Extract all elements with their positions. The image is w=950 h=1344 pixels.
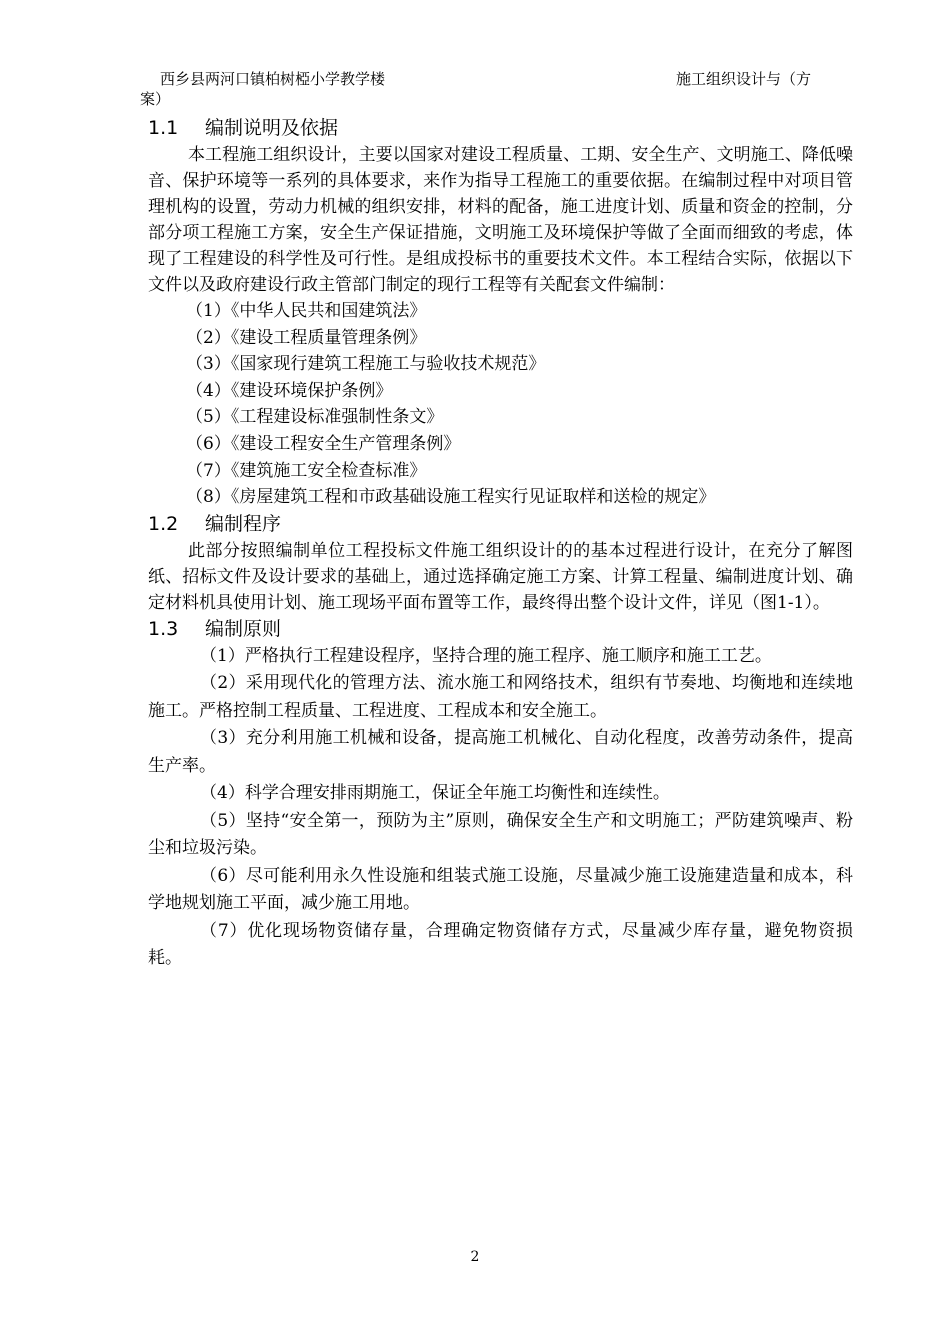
section-title: 编制程序 bbox=[205, 512, 282, 535]
header-document-title: 施工组织设计与（方 bbox=[676, 70, 812, 88]
principle-list bbox=[148, 643, 853, 973]
header-document-title-wrap: 案） bbox=[140, 90, 171, 108]
header-project-name: 西乡县两河口镇柏树椏小学教学楼 bbox=[160, 70, 386, 88]
section-heading-1-1 bbox=[148, 115, 853, 142]
principle-item: （3）充分利用施工机械和设备，提高施工机械化、自动化程度，改善劳动条件，提高生产率。 bbox=[148, 728, 853, 776]
reference-item: （2）《建设工程质量管理条例》 bbox=[186, 327, 427, 348]
reference-item: （6）《建设工程安全生产管理条例》 bbox=[186, 433, 461, 454]
principle-item: （2）采用现代化的管理方法、流水施工和网络技术，组织有节奏地、均衡地和连续地施工。严格控制工程质量、工程进度、工程成本和安全施工。 bbox=[148, 673, 853, 721]
section-1-1-paragraph: 本工程施工组织设计，主要以国家对建设工程质量、工期、安全生产、文明施工、降低噪音、保护环境等一系列的具体要求，来作为指导工程施工的重要依据。在编制过程中对项目管理机构的设置，劳动力机械的组织安排，材料的配备，施工进度计划、质量和资金的控制，分部分项工程施工方案，安全生产保证措施，文明施工及环境保护等做了全面而细致的考虑，体现了工程建设的科学性及可行性。是组成投标书的重要技术文件。本工程结合实际，依据以下文件以及政府建设行政主管部门制定的现行工程等有关配套文件编制： bbox=[148, 145, 853, 295]
page-number: 2 bbox=[470, 1249, 480, 1265]
principle-item: （5）坚持“安全第一，预防为主”原则，确保安全生产和文明施工；严防建筑噪声、粉尘和垃圾污染。 bbox=[148, 810, 853, 859]
section-number: 1.2 bbox=[148, 512, 179, 535]
section-title: 编制说明及依据 bbox=[205, 117, 339, 139]
principle-item: （4）科学合理安排雨期施工，保证全年施工均衡性和连续性。 bbox=[200, 783, 670, 804]
section-number: 1.1 bbox=[148, 117, 179, 139]
reference-item: （4）《建设环境保护条例》 bbox=[186, 380, 393, 401]
reference-item: （3）《国家现行建筑工程施工与验收技术规范》 bbox=[186, 354, 546, 375]
principle-item: （1）严格执行工程建设程序，坚持合理的施工程序、施工顺序和施工工艺。 bbox=[200, 645, 772, 666]
section-heading-1-2 bbox=[148, 511, 853, 538]
reference-item: （8）《房屋建筑工程和市政基础设施工程实行见证取样和送检的规定》 bbox=[186, 487, 716, 508]
principle-item: （7）优化现场物资储存量，合理确定物资储存方式，尽量减少库存量，避免物资损耗。 bbox=[148, 920, 853, 969]
section-number: 1.3 bbox=[148, 617, 179, 640]
reference-item: （1）《中华人民共和国建筑法》 bbox=[186, 301, 427, 321]
section-heading-1-3 bbox=[148, 616, 853, 643]
reference-list bbox=[148, 298, 853, 511]
section-1-2-paragraph: 此部分按照编制单位工程投标文件施工组织设计的的基本过程进行设计，在充分了解图纸、招标文件及设计要求的基础上，通过选择确定施工方案、计算工程量、编制进度计划、确定材料机具使用计划、施工现场平面布置等工作，最终得出整个设计文件，详见（图1-1）。 bbox=[148, 540, 853, 613]
reference-item: （5）《工程建设标准强制性条文》 bbox=[186, 407, 444, 428]
section-title: 编制原则 bbox=[205, 617, 282, 640]
document-body bbox=[148, 115, 853, 973]
principle-item: （6）尽可能利用永久性设施和组装式施工设施，尽量减少施工设施建造量和成本，科学地规划施工平面，减少施工用地。 bbox=[148, 865, 853, 914]
reference-item: （7）《建筑施工安全检查标准》 bbox=[186, 460, 427, 481]
